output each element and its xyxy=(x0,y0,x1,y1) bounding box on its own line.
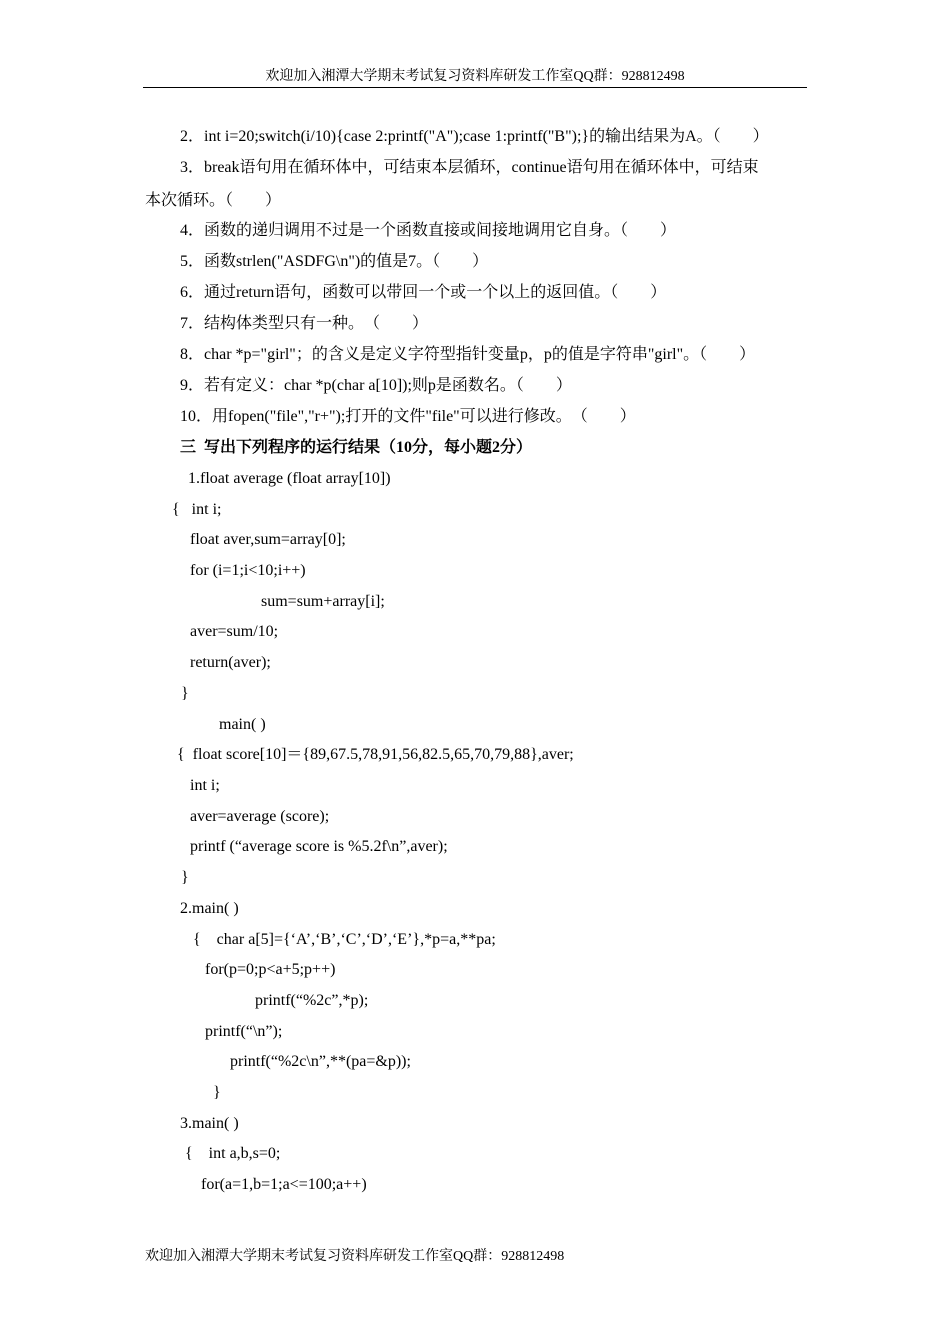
page-footer: 欢迎加入湘潭大学期末考试复习资料库研发工作室QQ群：928812498 xyxy=(145,1249,565,1264)
question-7: 7．结构体类型只有一种。 （ ） xyxy=(180,315,429,332)
code-line: { int i; xyxy=(172,501,222,518)
code-line: float aver,sum=array[0]; xyxy=(190,531,346,548)
code-line: { char a[5]={‘A’,‘B’,‘C’,‘D’,‘E’},*p=a,**pa; xyxy=(193,931,496,948)
code-line: printf (“average score is %5.2f\n”,aver); xyxy=(190,838,448,855)
question-5: 5．函数strlen("ASDFG\n")的值是7。（ ） xyxy=(180,253,489,270)
code-line: for (i=1;i<10;i++) xyxy=(190,562,306,579)
section-3-heading: 三 写出下列程序的运行结果（10分，每小题2分） xyxy=(180,439,533,456)
code-line: printf(“%2c”,*p); xyxy=(255,992,369,1009)
code-line: } xyxy=(181,685,189,702)
code-line: 1.float average (float array[10]) xyxy=(188,470,391,487)
code-line: } xyxy=(181,869,189,886)
page-header: 欢迎加入湘潭大学期末考试复习资料库研发工作室QQ群：928812498 xyxy=(265,69,685,84)
code-line: 3.main( ) xyxy=(180,1115,239,1132)
code-line: return(aver); xyxy=(190,654,271,671)
code-line: aver=average (score); xyxy=(190,808,330,825)
question-6: 6．通过return语句，函数可以带回一个或一个以上的返回值。（ ） xyxy=(180,284,667,301)
code-line: for(a=1,b=1;a<=100;a++) xyxy=(201,1176,367,1193)
question-4: 4．函数的递归调用不过是一个函数直接或间接地调用它自身。（ ） xyxy=(180,222,677,239)
code-line: printf(“%2c\n”,**(pa=&p)); xyxy=(230,1053,411,1070)
code-line: main( ) xyxy=(219,716,266,733)
header-rule xyxy=(143,87,807,88)
code-line: for(p=0;p<a+5;p++) xyxy=(205,961,336,978)
question-10: 10．用fopen("file","r+");打开的文件"file"可以进行修改。 （ ） xyxy=(180,408,636,425)
code-line: 2.main( ) xyxy=(180,900,239,917)
code-line: printf(“\n”); xyxy=(205,1023,283,1040)
code-line: aver=sum/10; xyxy=(190,623,279,640)
question-9: 9．若有定义：char *p(char a[10]);则p是函数名。（ ） xyxy=(180,377,572,394)
question-3-continued: 本次循环。（ ） xyxy=(145,192,282,209)
question-3: 3．break语句用在循环体中，可结束本层循环，continue语句用在循环体中，可结束 xyxy=(180,159,759,176)
question-2: 2．int i=20;switch(i/10){case 2:printf("A");case 1:printf("B");}的输出结果为A。（ ） xyxy=(180,128,769,145)
code-line: { float score[10]＝{89,67.5,78,91,56,82.5,65,70,79,88},aver; xyxy=(177,746,574,763)
code-line: sum=sum+array[i]; xyxy=(261,593,385,610)
question-8: 8．char *p="girl"；的含义是定义字符型指针变量p，p的值是字符串"girl"。（ ） xyxy=(180,346,756,363)
code-line: } xyxy=(213,1084,221,1101)
code-line: { int a,b,s=0; xyxy=(185,1145,281,1162)
code-line: int i; xyxy=(190,777,220,794)
